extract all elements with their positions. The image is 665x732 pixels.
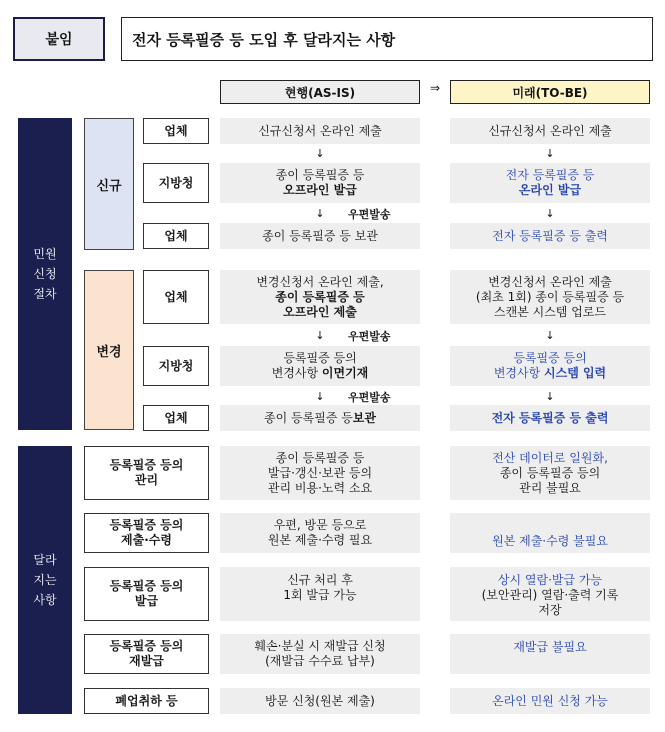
label-line: 제출·수령 [121, 533, 172, 547]
mail-dispatch-note: 우편발송 [348, 391, 391, 404]
cell-line: 스캔본 시스템 업로드 [494, 304, 606, 319]
to-be-cell: 전자 등록필증 등 출력 [450, 223, 650, 249]
cell-line: (재발급 수수료 납부) [265, 654, 375, 668]
to-be-cell [450, 446, 650, 500]
cell-line: 훼손·분실 시 재발급 신청 [254, 639, 386, 653]
cell-line [272, 366, 369, 381]
attachment-tag: 붙임 [13, 17, 105, 61]
to-be-column-header: 미래(TO-BE) [450, 80, 650, 104]
cell-line [494, 366, 606, 381]
cell-line: 원본 제출·수령 필요 [267, 533, 373, 547]
page-title: 전자 등록필증 등 도입 후 달라지는 사항 [121, 17, 653, 61]
cell-line: 저장 [538, 603, 562, 617]
cell-line: 오프라인 제출 [283, 304, 357, 319]
to-be-cell [450, 163, 650, 203]
row-label-company: 업체 [143, 405, 209, 431]
as-is-cell: 신규신청서 온라인 제출 [220, 118, 420, 144]
down-arrow: ↓ [545, 146, 555, 160]
cell-line: (최초 1회) 종이 등록필증 등 [475, 289, 625, 304]
as-is-cell [220, 346, 420, 386]
to-be-cell [450, 270, 650, 324]
down-arrow: ↓ [315, 389, 325, 403]
down-arrow: ↓ [545, 389, 555, 403]
category-change: 변경 [84, 270, 134, 430]
row-label-company: 업체 [143, 270, 209, 324]
row-label-company: 업체 [143, 118, 209, 144]
label-line: 등록필증 등의 [109, 458, 184, 472]
as-is-cell [220, 446, 420, 500]
to-be-cell: 신규신청서 온라인 제출 [450, 118, 650, 144]
cell-line: 종이 등록필증 등의 [499, 465, 601, 480]
to-be-cell [450, 567, 650, 621]
cell-line: 전산 데이터로 일원화, [492, 450, 608, 465]
down-arrow: ↓ [315, 206, 325, 220]
category-new: 신규 [84, 118, 134, 250]
row-label-regional-office: 지방청 [143, 163, 209, 203]
row-label-regional-office: 지방청 [143, 346, 209, 386]
label-line: 등록필증 등의 [109, 518, 184, 532]
transition-arrow: ⇒ [429, 81, 441, 95]
cell-line: 등록필증 등의 [283, 351, 357, 365]
as-is-cell [220, 163, 420, 203]
section-civil-procedure: 민원 신청 절차 [18, 118, 72, 430]
diff-label-issuance [84, 567, 209, 621]
label-line: 등록필증 등의 [109, 639, 184, 653]
as-is-cell [220, 634, 420, 674]
cell-line: 종이 등록필증 등 [275, 168, 365, 182]
to-be-cell [450, 346, 650, 386]
cell-text: 변경사항 [493, 366, 545, 380]
diff-label-reissuance [84, 634, 209, 674]
label-line: 재발급 [129, 654, 164, 668]
label-line: 관리 [134, 473, 159, 487]
cell-line: 오프라인 발급 [283, 183, 357, 197]
cell-line: 전자 등록필증 등 [505, 168, 595, 182]
cell-line: 1회 발급 가능 [283, 588, 357, 602]
cell-line: 우편, 방문 등으로 [273, 518, 367, 532]
down-arrow: ↓ [545, 206, 555, 220]
cell-text: 변경사항 [271, 366, 322, 380]
to-be-cell: 온라인 민원 신청 가능 [450, 688, 650, 714]
as-is-cell [220, 567, 420, 621]
diff-label-submission [84, 513, 209, 553]
cell-line: 발급·갱신·보관 등의 [267, 465, 373, 480]
diff-label-closure: 폐업취하 등 [84, 688, 209, 714]
as-is-cell [220, 270, 420, 324]
as-is-cell: 방문 신청(원본 제출) [220, 688, 420, 714]
cell-line: 종이 등록필증 등 [275, 450, 365, 465]
cell-emphasis: 보관 [352, 410, 376, 425]
label-line: 발급 [134, 594, 159, 608]
section-changes: 달라 지는 사항 [18, 446, 72, 714]
cell-text: 종이 등록필증 등 [264, 410, 353, 425]
mail-dispatch-note: 우편발송 [348, 208, 391, 221]
cell-line: (보안관리) 열람·출력 기록 [481, 588, 619, 602]
cell-line: 관리 불필요 [519, 480, 581, 495]
diff-label-management [84, 446, 209, 500]
cell-line: 종이 등록필증 등 [275, 289, 365, 304]
cell-emphasis: 이면기재 [321, 366, 369, 380]
to-be-cell: 재발급 불필요 [450, 634, 650, 674]
to-be-cell: 전자 등록필증 등 출력 [450, 405, 650, 431]
cell-line: 관리 비용·노력 소요 [267, 480, 373, 495]
down-arrow: ↓ [545, 328, 555, 342]
cell-line: 상시 열람·발급 가능 [497, 573, 603, 587]
to-be-cell: 원본 제출·수령 불필요 [450, 513, 650, 553]
label-line: 등록필증 등의 [109, 579, 184, 593]
cell-line: 변경신청서 온라인 제출, [256, 274, 384, 289]
as-is-column-header: 현행(AS-IS) [220, 80, 420, 104]
as-is-cell [220, 513, 420, 553]
down-arrow: ↓ [315, 328, 325, 342]
down-arrow: ↓ [315, 146, 325, 160]
as-is-cell [220, 405, 420, 431]
cell-line: 등록필증 등의 [513, 351, 587, 365]
mail-dispatch-note: 우편발송 [348, 330, 391, 343]
cell-line: 변경신청서 온라인 제출 [488, 274, 612, 289]
row-label-company: 업체 [143, 223, 209, 249]
as-is-cell: 종이 등록필증 등 보관 [220, 223, 420, 249]
cell-line: 온라인 발급 [518, 183, 582, 197]
cell-emphasis: 시스템 입력 [544, 366, 607, 380]
cell-line: 신규 처리 후 [287, 573, 353, 587]
